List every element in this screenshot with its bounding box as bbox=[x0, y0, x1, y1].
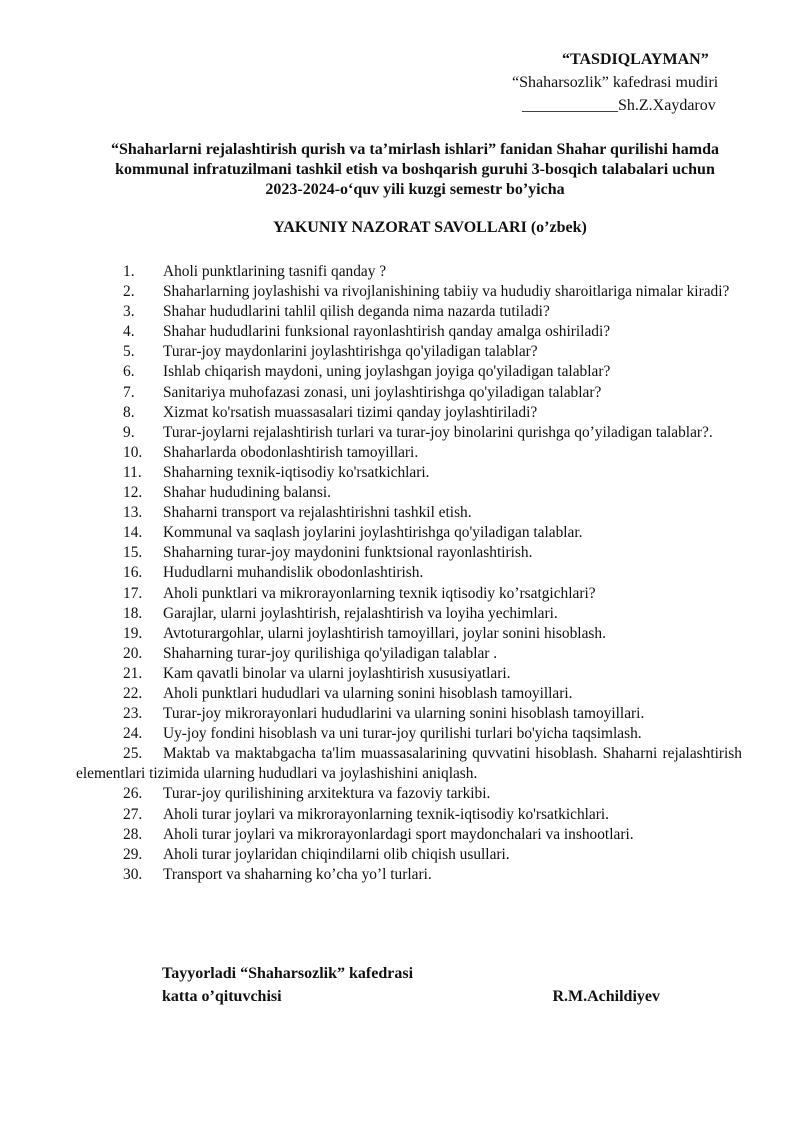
question-item bbox=[76, 322, 742, 342]
question-item bbox=[76, 443, 742, 463]
question-item bbox=[76, 805, 742, 825]
question-text: Aholi turar joylari va mikrorayonlarning texnik-iqtisodiy ko'rsatkichlari. bbox=[163, 805, 610, 823]
question-number: 14. bbox=[123, 524, 143, 542]
questions-list bbox=[76, 262, 742, 885]
footer-block bbox=[162, 962, 682, 1008]
prepared-by: Tayyorladi “Shaharsozlik” kafedrasi bbox=[162, 965, 414, 982]
question-text: Maktab va maktabgacha ta'lim muassasalarining quvvatini hisoblash. Shaharni rejalashtirish elementlari tizimida ularning hududlari va joylashishini aniqlash. bbox=[76, 745, 742, 783]
question-text: Sanitariya muhofazasi zonasi, uni joylashtirishga qo'yiladigan talablar? bbox=[163, 383, 602, 401]
question-item bbox=[76, 383, 742, 403]
question-text: Shahar hududlarini tahlil qilish deganda nima nazarda tutiladi? bbox=[163, 303, 550, 321]
question-item bbox=[76, 865, 742, 885]
question-text: Turar-joy mikrorayonlari hududlarini va ularning sonini hisoblash tamoyillari. bbox=[163, 705, 645, 723]
question-text: Turar-joy maydonlarini joylashtirishga qo'yiladigan talablar? bbox=[163, 343, 538, 361]
question-item bbox=[76, 403, 742, 423]
question-item bbox=[76, 463, 742, 483]
question-item bbox=[76, 684, 742, 704]
question-number: 12. bbox=[123, 484, 143, 502]
question-item bbox=[76, 664, 742, 684]
question-number: 27. bbox=[123, 805, 143, 823]
question-number: 26. bbox=[123, 785, 143, 803]
question-number: 5. bbox=[123, 343, 135, 361]
question-item bbox=[76, 584, 742, 604]
question-item bbox=[76, 262, 742, 282]
question-number: 8. bbox=[123, 403, 135, 421]
question-text: Hududlarni muhandislik obodonlashtirish. bbox=[163, 564, 424, 582]
question-item bbox=[76, 543, 742, 563]
question-number: 25. bbox=[123, 745, 143, 763]
question-number: 30. bbox=[123, 865, 143, 883]
question-text: Shaharni transport va rejalashtirishni tashkil etish. bbox=[163, 504, 472, 522]
question-item bbox=[76, 362, 742, 382]
question-text: Shaharning turar-joy maydonini funktsional rayonlashtirish. bbox=[163, 544, 533, 562]
question-item bbox=[76, 423, 742, 443]
question-item bbox=[76, 604, 742, 624]
question-text: Aholi punktlari va mikrorayonlarning texnik iqtisodiy ko’rsatgichlari? bbox=[163, 584, 596, 602]
question-text: Kommunal va saqlash joylarini joylashtirishga qo'yiladigan talablar. bbox=[163, 524, 583, 542]
question-number: 9. bbox=[123, 423, 135, 441]
question-text: Garajlar, ularni joylashtirish, rejalashtirish va loyiha yechimlari. bbox=[163, 604, 558, 622]
question-text: Ishlab chiqarish maydoni, uning joylashgan joyiga qo'yiladigan talablar? bbox=[163, 363, 611, 381]
question-number: 20. bbox=[123, 644, 143, 662]
question-text: Xizmat ko'rsatish muassasalari tizimi qanday joylashtiriladi? bbox=[163, 403, 538, 421]
approval-block bbox=[500, 48, 760, 117]
author-name: R.M.Achildiyev bbox=[552, 988, 660, 1005]
question-number: 1. bbox=[123, 263, 135, 280]
question-item bbox=[76, 644, 742, 664]
question-number: 15. bbox=[123, 544, 143, 562]
question-number: 13. bbox=[123, 504, 143, 522]
question-number: 21. bbox=[123, 664, 143, 682]
question-item bbox=[76, 784, 742, 804]
question-item bbox=[76, 845, 742, 865]
question-text: Transport va shaharning ko’cha yo’l turlari. bbox=[163, 865, 432, 883]
question-number: 19. bbox=[123, 624, 143, 642]
question-number: 18. bbox=[123, 604, 143, 622]
document-heading: “Shaharlarni rejalashtirish qurish va ta’mirlash ishlari” fanidan Shahar qurilishi hamda kommunal infratuzilmani tashkil etish va boshqarish guruhi 3-bosqich talabalari uchun 2023-2024-o‘quv yili kuzgi semestr bo’yicha bbox=[111, 141, 719, 198]
question-number: 4. bbox=[123, 323, 135, 341]
question-item bbox=[76, 302, 742, 322]
question-item bbox=[76, 503, 742, 523]
question-item bbox=[76, 744, 742, 784]
question-number: 17. bbox=[123, 584, 143, 602]
question-item bbox=[76, 282, 742, 302]
question-text: Aholi punktlari hududlari va ularning sonini hisoblash tamoyillari. bbox=[163, 684, 573, 702]
question-number: 6. bbox=[123, 363, 135, 381]
question-number: 7. bbox=[123, 383, 135, 401]
question-item bbox=[76, 483, 742, 503]
question-text: Turar-joy qurilishining arxitektura va fazoviy tarkibi. bbox=[163, 785, 491, 803]
question-text: Shahar hududlarini funksional rayonlashtirish qanday amalga oshiriladi? bbox=[163, 323, 611, 341]
question-number: 29. bbox=[123, 845, 143, 863]
question-item bbox=[76, 342, 742, 362]
question-text: Shahar hududining balansi. bbox=[163, 484, 331, 502]
question-number: 24. bbox=[123, 725, 143, 743]
question-text: Aholi punktlarining tasnifi qanday ? bbox=[163, 263, 387, 280]
question-number: 2. bbox=[123, 283, 135, 301]
document-subheading: YAKUNIY NAZORAT SAVOLLARI (o’zbek) bbox=[273, 219, 587, 236]
question-text: Avtoturargohlar, ularni joylashtirish tamoyillari, joylar sonini hisoblash. bbox=[163, 624, 606, 642]
question-item bbox=[76, 523, 742, 543]
question-text: Shaharning turar-joy qurilishiga qo'yiladigan talablar . bbox=[163, 644, 498, 662]
question-text: Aholi turar joylari va mikrorayonlardagi sport maydonchalari va inshootlari. bbox=[163, 825, 634, 843]
question-text: Aholi turar joylaridan chiqindilarni olib chiqish usullari. bbox=[163, 845, 510, 863]
question-text: Turar-joylarni rejalashtirish turlari va turar-joy binolarini qurishga qo’yiladigan talablar?. bbox=[163, 423, 713, 441]
question-item bbox=[76, 624, 742, 644]
approval-title: “TASDIQLAYMAN” bbox=[562, 51, 709, 68]
question-number: 28. bbox=[123, 825, 143, 843]
question-item bbox=[76, 563, 742, 583]
approval-signature-line: ____________Sh.Z.Xaydarov bbox=[522, 97, 716, 114]
question-item bbox=[76, 704, 742, 724]
question-text: Shaharlarda obodonlashtirish tamoyillari. bbox=[163, 443, 419, 461]
question-text: Shaharlarning joylashishi va rivojlanishining tabiiy va hududiy sharoitlariga nimalar kiradi? bbox=[163, 283, 730, 301]
question-number: 3. bbox=[123, 303, 135, 321]
question-number: 11. bbox=[123, 463, 142, 481]
question-item bbox=[76, 724, 742, 744]
question-number: 22. bbox=[123, 684, 143, 702]
question-text: Kam qavatli binolar va ularni joylashtirish xususiyatlari. bbox=[163, 664, 511, 682]
author-position: katta o’qituvchisi bbox=[162, 988, 282, 1005]
approval-department: “Shaharsozlik” kafedrasi mudiri bbox=[512, 74, 719, 91]
question-text: Uy-joy fondini hisoblash va uni turar-joy qurilishi turlari bo'yicha taqsimlash. bbox=[163, 725, 642, 743]
question-number: 23. bbox=[123, 705, 143, 723]
question-item bbox=[76, 825, 742, 845]
question-text: Shaharning texnik-iqtisodiy ko'rsatkichlari. bbox=[163, 463, 430, 481]
question-number: 10. bbox=[123, 443, 143, 461]
question-number: 16. bbox=[123, 564, 143, 582]
